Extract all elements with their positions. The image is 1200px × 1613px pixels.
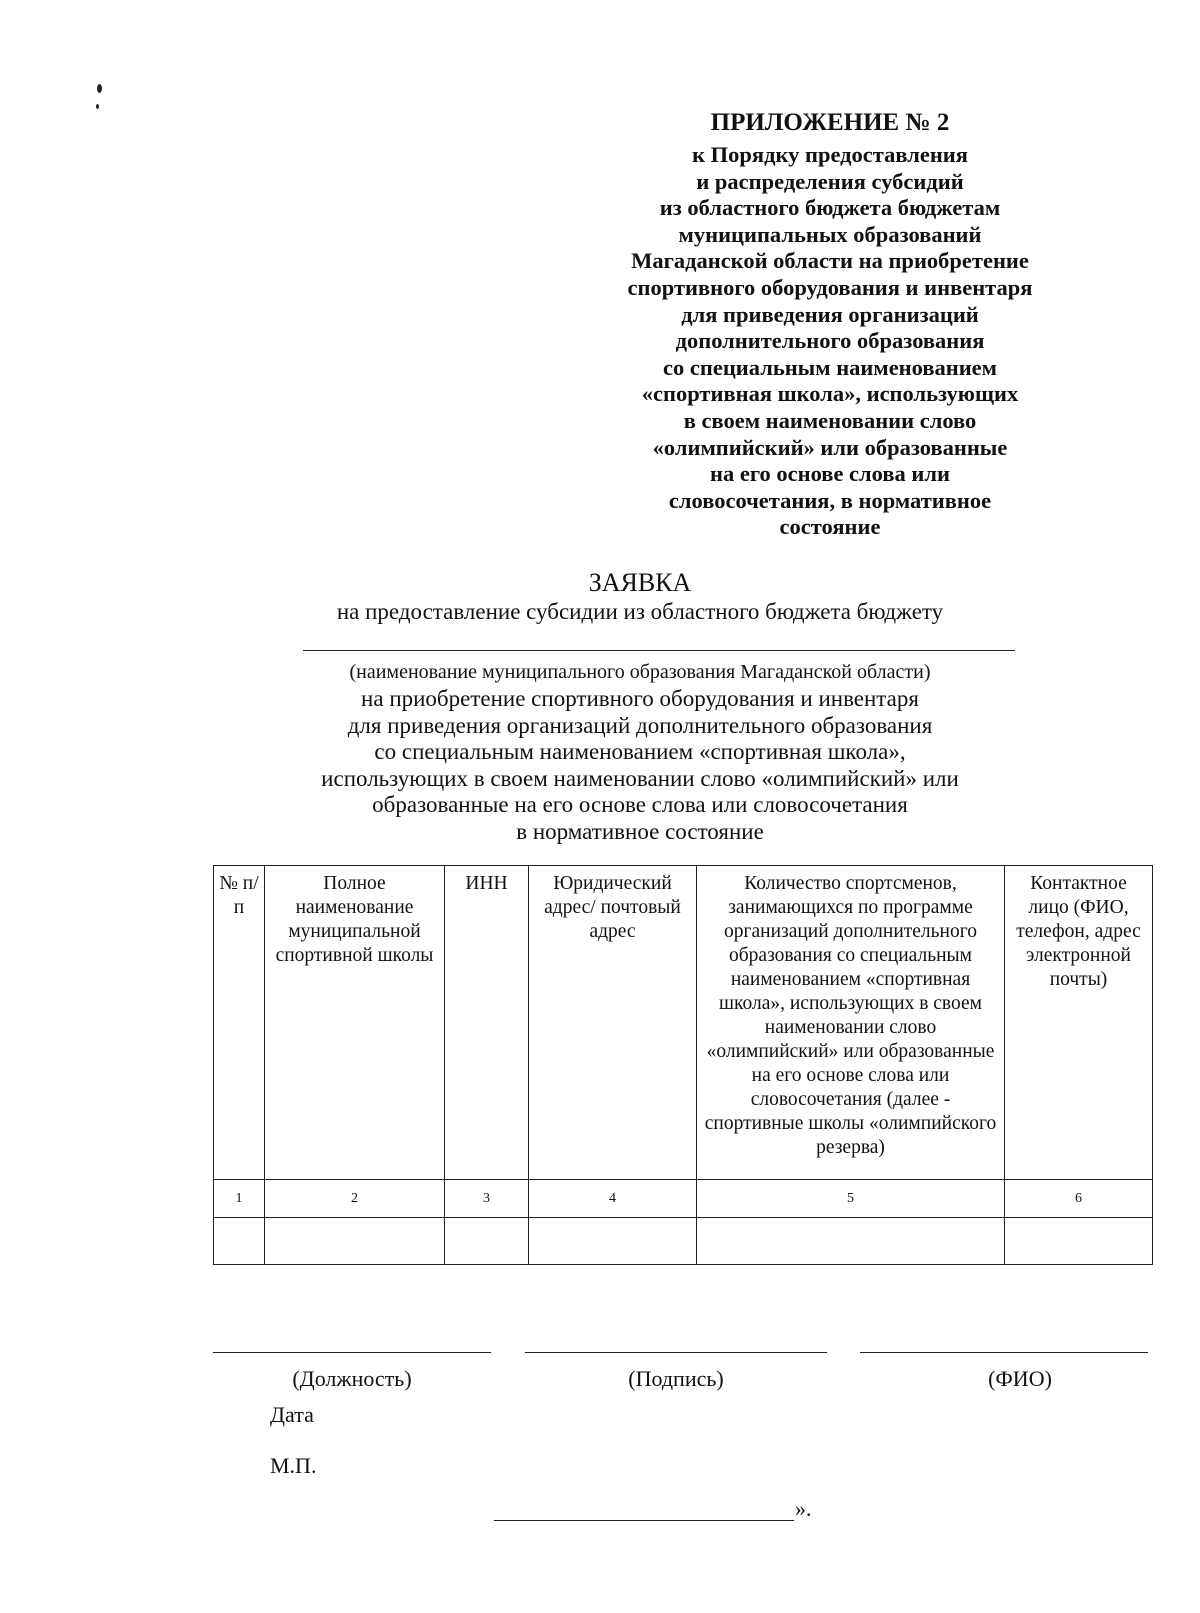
column-number: 5 (697, 1180, 1005, 1218)
stamp-label: М.П. (270, 1453, 317, 1478)
scan-speck (96, 104, 99, 109)
header-address: Юридический адрес/ почтовый адрес (544, 873, 681, 942)
closing-fill-line (494, 1520, 794, 1521)
request-body-line: использующих в своем наименовании слово «олимпийский» или (321, 765, 959, 791)
appendix-line: состояние (779, 514, 881, 540)
scan-speck (97, 84, 102, 93)
municipality-fill-line (303, 650, 1015, 651)
appendix-line: из областного бюджета бюджетам (659, 195, 1001, 221)
header-school-name: Полное наименование муниципальной спортивной школы (275, 873, 434, 966)
application-table (213, 865, 1153, 1265)
table-header-cell (1005, 866, 1153, 1180)
appendix-header (560, 108, 1100, 541)
table-row (214, 1218, 1153, 1265)
column-number: 6 (1005, 1180, 1153, 1218)
appendix-line: дополнительного образования (675, 328, 985, 354)
position-fill-line (213, 1352, 491, 1353)
appendix-line: и распределения субсидий (696, 168, 964, 194)
empty-cell (1005, 1218, 1153, 1265)
name-caption: (ФИО) (988, 1366, 1052, 1391)
appendix-line: Магаданской области на приобретение (631, 248, 1029, 274)
empty-cell (445, 1218, 529, 1265)
name-fill-line (860, 1352, 1148, 1353)
column-number: 4 (529, 1180, 697, 1218)
appendix-line: «спортивная школа», использующих (641, 381, 1019, 407)
appendix-line: для приведения организаций (681, 301, 979, 327)
table-header-cell (214, 866, 265, 1180)
appendix-line: «олимпийский» или образованные (652, 434, 1008, 460)
appendix-title: ПРИЛОЖЕНИЕ № 2 (710, 109, 950, 136)
empty-cell (529, 1218, 697, 1265)
request-subtitle: на предоставление субсидии из областного бюджета бюджету (336, 599, 944, 624)
column-number: 1 (214, 1180, 265, 1218)
table-header-cell (445, 866, 529, 1180)
table-column-number-row (214, 1180, 1153, 1218)
empty-cell (265, 1218, 445, 1265)
request-title: ЗАЯВКА (588, 568, 692, 597)
request-body-line: на приобретение спортивного оборудования и инвентаря (361, 686, 919, 711)
header-athletes-count: Количество спортсменов, занимающихся по программе организаций дополнительного образования со специальным наименованием «спортивная школа», использующих в своем наименовании слово «олимпийский» или образованные на его основе слова или словосочетания (далее - спортивные школы «олимпийского резерва) (704, 873, 997, 1158)
request-body-line: со специальным наименованием «спортивная школа», (374, 739, 906, 765)
date-label: Дата (270, 1402, 314, 1427)
column-number: 2 (265, 1180, 445, 1218)
header-contact: Контактное лицо (ФИО, телефон, адрес электронной почты) (1016, 873, 1141, 990)
table-header-cell (529, 866, 697, 1180)
header-inn: ИНН (465, 873, 508, 894)
municipality-caption: (наименование муниципального образования Магаданской области) (349, 661, 931, 683)
table-header-cell (697, 866, 1005, 1180)
appendix-line: словосочетания, в нормативное (668, 487, 992, 513)
empty-cell (214, 1218, 265, 1265)
appendix-line: на его основе слова или (710, 461, 950, 487)
appendix-line: спортивного оборудования и инвентаря (627, 274, 1033, 300)
table-header-row (214, 866, 1153, 1180)
request-body (200, 686, 1080, 846)
appendix-line: в своем наименовании слово (683, 407, 977, 433)
signature-fill-line (525, 1352, 827, 1353)
appendix-line: к Порядку предоставления (692, 142, 968, 167)
table-header-cell (265, 866, 445, 1180)
appendix-line: муниципальных образований (678, 221, 982, 247)
request-body-line: для приведения организаций дополнительного образования (347, 712, 933, 738)
request-body-line: образованные на его основе слова или словосочетания (372, 792, 908, 818)
header-number: № п/п (219, 873, 259, 918)
request-body-line: в нормативное состояние (516, 818, 764, 844)
closing-quote-mark: ». (795, 1496, 812, 1521)
position-caption: (Должность) (292, 1366, 412, 1391)
empty-cell (697, 1218, 1005, 1265)
signature-caption: (Подпись) (628, 1366, 724, 1391)
appendix-line: со специальным наименованием (663, 354, 997, 380)
column-number: 3 (445, 1180, 529, 1218)
